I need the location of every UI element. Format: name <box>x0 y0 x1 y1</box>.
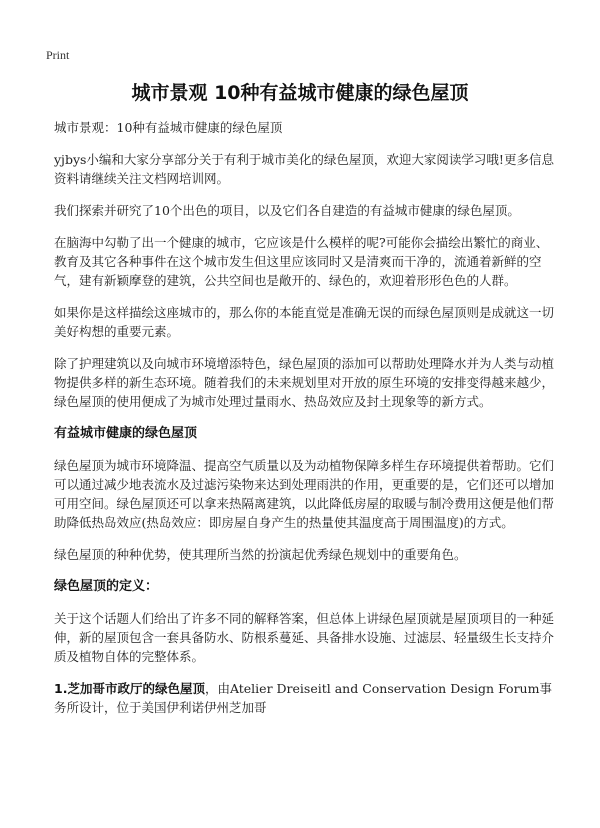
section-paragraph: 绿色屋顶的种种优势，使其理所当然的扮演起优秀绿色规划中的重要角色。 <box>54 547 467 562</box>
section-paragraph: 关于这个话题人们给出了许多不同的解释答案，但总体上讲绿色屋顶就是屋顶项目的一种延伸，新的屋顶包含一套具备防水、防根系蔓延、具备排水设施、过滤层、轻量级生长支持介质及植物自体的完整体系。 <box>54 611 555 664</box>
print-link[interactable]: Print <box>46 48 70 62</box>
body-paragraph: 除了护理建筑以及向城市环境增添特色，绿色屋顶的添加可以帮助处理降水并为人类与动植物提供多样的新生态环境。随着我们的未来规划里对开放的原生环境的安排变得越来越少，绿色屋顶的使用便成了为城市处理过量雨水、热岛效应及封土现象等的新方式。 <box>54 356 555 409</box>
section-heading: 有益城市健康的绿色屋顶 <box>54 426 198 441</box>
body-paragraph: 我们探索并研究了10个出色的项目，以及它们各自建造的有益城市健康的绿色屋顶。 <box>54 203 520 218</box>
body-paragraph: 在脑海中勾勒了出一个健康的城市，它应该是什么模样的呢?可能你会描绘出繁忙的商业、教育及其它各种事件在这个城市发生但这里应该同时又是清爽而干净的，流通着新鲜的空气，建有新颖摩登的建筑，公共空间也是敞开的、绿色的，欢迎着形形色色的人群。 <box>54 235 549 288</box>
list-item <box>54 679 554 717</box>
item-lead: 1.芝加哥市政厅的绿色屋顶 <box>54 681 205 696</box>
subtitle: 城市景观：10种有益城市健康的绿色屋顶 <box>54 120 283 135</box>
article-body <box>54 118 554 730</box>
page-title: 城市景观 10种有益城市健康的绿色屋顶 <box>131 82 469 104</box>
section-heading: 绿色屋顶的定义： <box>54 579 159 594</box>
body-paragraph: 如果你是这样描绘这座城市的，那么你的本能直觉是准确无误的而绿色屋顶则是成就这一切美好构想的重要元素。 <box>54 305 555 339</box>
section-paragraph: 绿色屋顶为城市环境降温、提高空气质量以及为动植物保障多样生存环境提供着帮助。它们可以通过减少地表流水及过滤污染物来达到处理雨洪的作用，更重要的是，它们还可以增加可用空间。绿色屋顶还可以拿来热隔离建筑，以此降低房屋的取暖与制冷费用这便是他们帮助降低热岛效应(热岛效应：即房屋自身产生的热量使其温度高于周围温度)的方式。 <box>54 458 555 530</box>
item-text: ，由Atelier Dreiseitl and Conservation Design Forum事务所设计，位于美国伊利诺伊州芝加哥 <box>54 681 552 715</box>
intro-paragraph: yjbys小编和大家分享部分关于有利于城市美化的绿色屋顶，欢迎大家阅读学习哦!更多信息资料请继续关注文档网培训网。 <box>54 152 554 186</box>
